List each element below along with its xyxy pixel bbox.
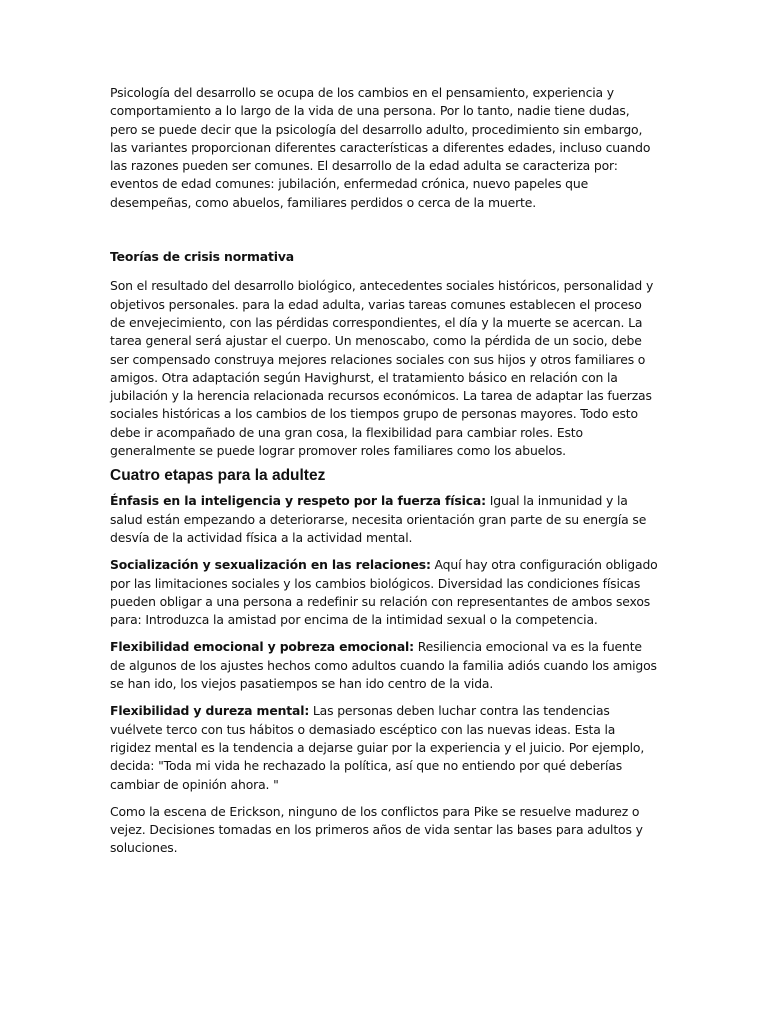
stage-title: Flexibilidad y dureza mental: xyxy=(110,703,310,719)
stage-text: Las personas deben luchar contra las tendencias vuélvete terco con tus hábitos o demasiado escéptico con las nuevas ideas. Esta la rigidez mental es la tendencia a dejarse guiar por la experiencia y el juicio. Por ejemplo, decida: "Toda mi vida he rechazado la política, así que no entiendo por qué deberías cambiar de opinión ahora. " xyxy=(110,703,645,792)
stage-title: Énfasis en la inteligencia y respeto por la fuerza física: xyxy=(110,493,486,509)
stage-title: Socialización y sexualización en las relaciones: xyxy=(110,557,431,573)
stage-paragraph xyxy=(110,638,658,693)
stage-title: Flexibilidad emocional y pobreza emocional: xyxy=(110,639,414,655)
stage-text: Aquí hay otra configuración obligado por las limitaciones sociales y los cambios biológicos. Diversidad las condiciones físicas pueden obligar a una persona a redefinir su relación con representantes de ambos sexos para: Introduzca la amistad por encima de la intimidad sexual o la competencia. xyxy=(110,557,658,628)
normative-crisis-paragraph: Son el resultado del desarrollo biológico, antecedentes sociales históricos, personalidad y objetivos personales. para la edad adulta, varias tareas comunes establecen el proceso de envejecimiento, con las pérdidas correspondientes, el día y la muerte se acercan. La tarea general será ajustar el cuerpo. Un menoscabo, como la pérdida de un socio, debe ser compensado construya mejores relaciones sociales con sus hijos y otros familiares o amigos. Otra adaptación según Havighurst, el tratamiento básico en relación con la jubilación y la herencia relacionada recursos económicos. La tarea de adaptar las fuerzas sociales históricas a los cambios de los tiempos grupo de personas mayores. Todo esto debe ir acompañado de una gran cosa, la flexibilidad para cambiar roles. Esto generalmente se puede lograr promover roles familiares como los abuelos. xyxy=(110,278,654,459)
intro-paragraph: Psicología del desarrollo se ocupa de los cambios en el pensamiento, experiencia y comportamiento a lo largo de la vida de una persona. Por lo tanto, nadie tiene dudas, pero se puede decir que la psicología del desarrollo adulto, procedimiento sin embargo, las variantes proporcionan diferentes características a diferentes edades, incluso cuando las razones pueden ser comunes. El desarrollo de la edad adulta se caracteriza por: eventos de edad comunes: jubilación, enfermedad crónica, nuevo papeles que desempeñas, como abuelos, familiares perdidos o cerca de la muerte. xyxy=(110,85,651,210)
stage-text: Igual la inmunidad y la salud están empezando a deteriorarse, necesita orientación gran parte de su energía se desvía de la actividad física a la actividad mental. xyxy=(110,493,647,545)
document-page xyxy=(110,84,658,864)
stage-paragraph xyxy=(110,556,658,629)
section-heading-four-stages: Cuatro etapas para la adultez xyxy=(110,467,326,485)
closing-paragraph: Como la escena de Erickson, ninguno de los conflictos para Pike se resuelve madurez o vejez. Decisiones tomadas en los primeros años de vida sentar las bases para adultos y soluciones. xyxy=(110,803,643,856)
stage-text: Resiliencia emocional va es la fuente de algunos de los ajustes hechos como adultos cuando la familia adiós cuando los amigos se han ido, los viejos pasatiempos se han ido centro de la vida. xyxy=(110,639,657,692)
section-heading-normative-crisis: Teorías de crisis normativa xyxy=(110,249,295,265)
stage-paragraph xyxy=(110,702,658,793)
stage-paragraph xyxy=(110,492,658,547)
